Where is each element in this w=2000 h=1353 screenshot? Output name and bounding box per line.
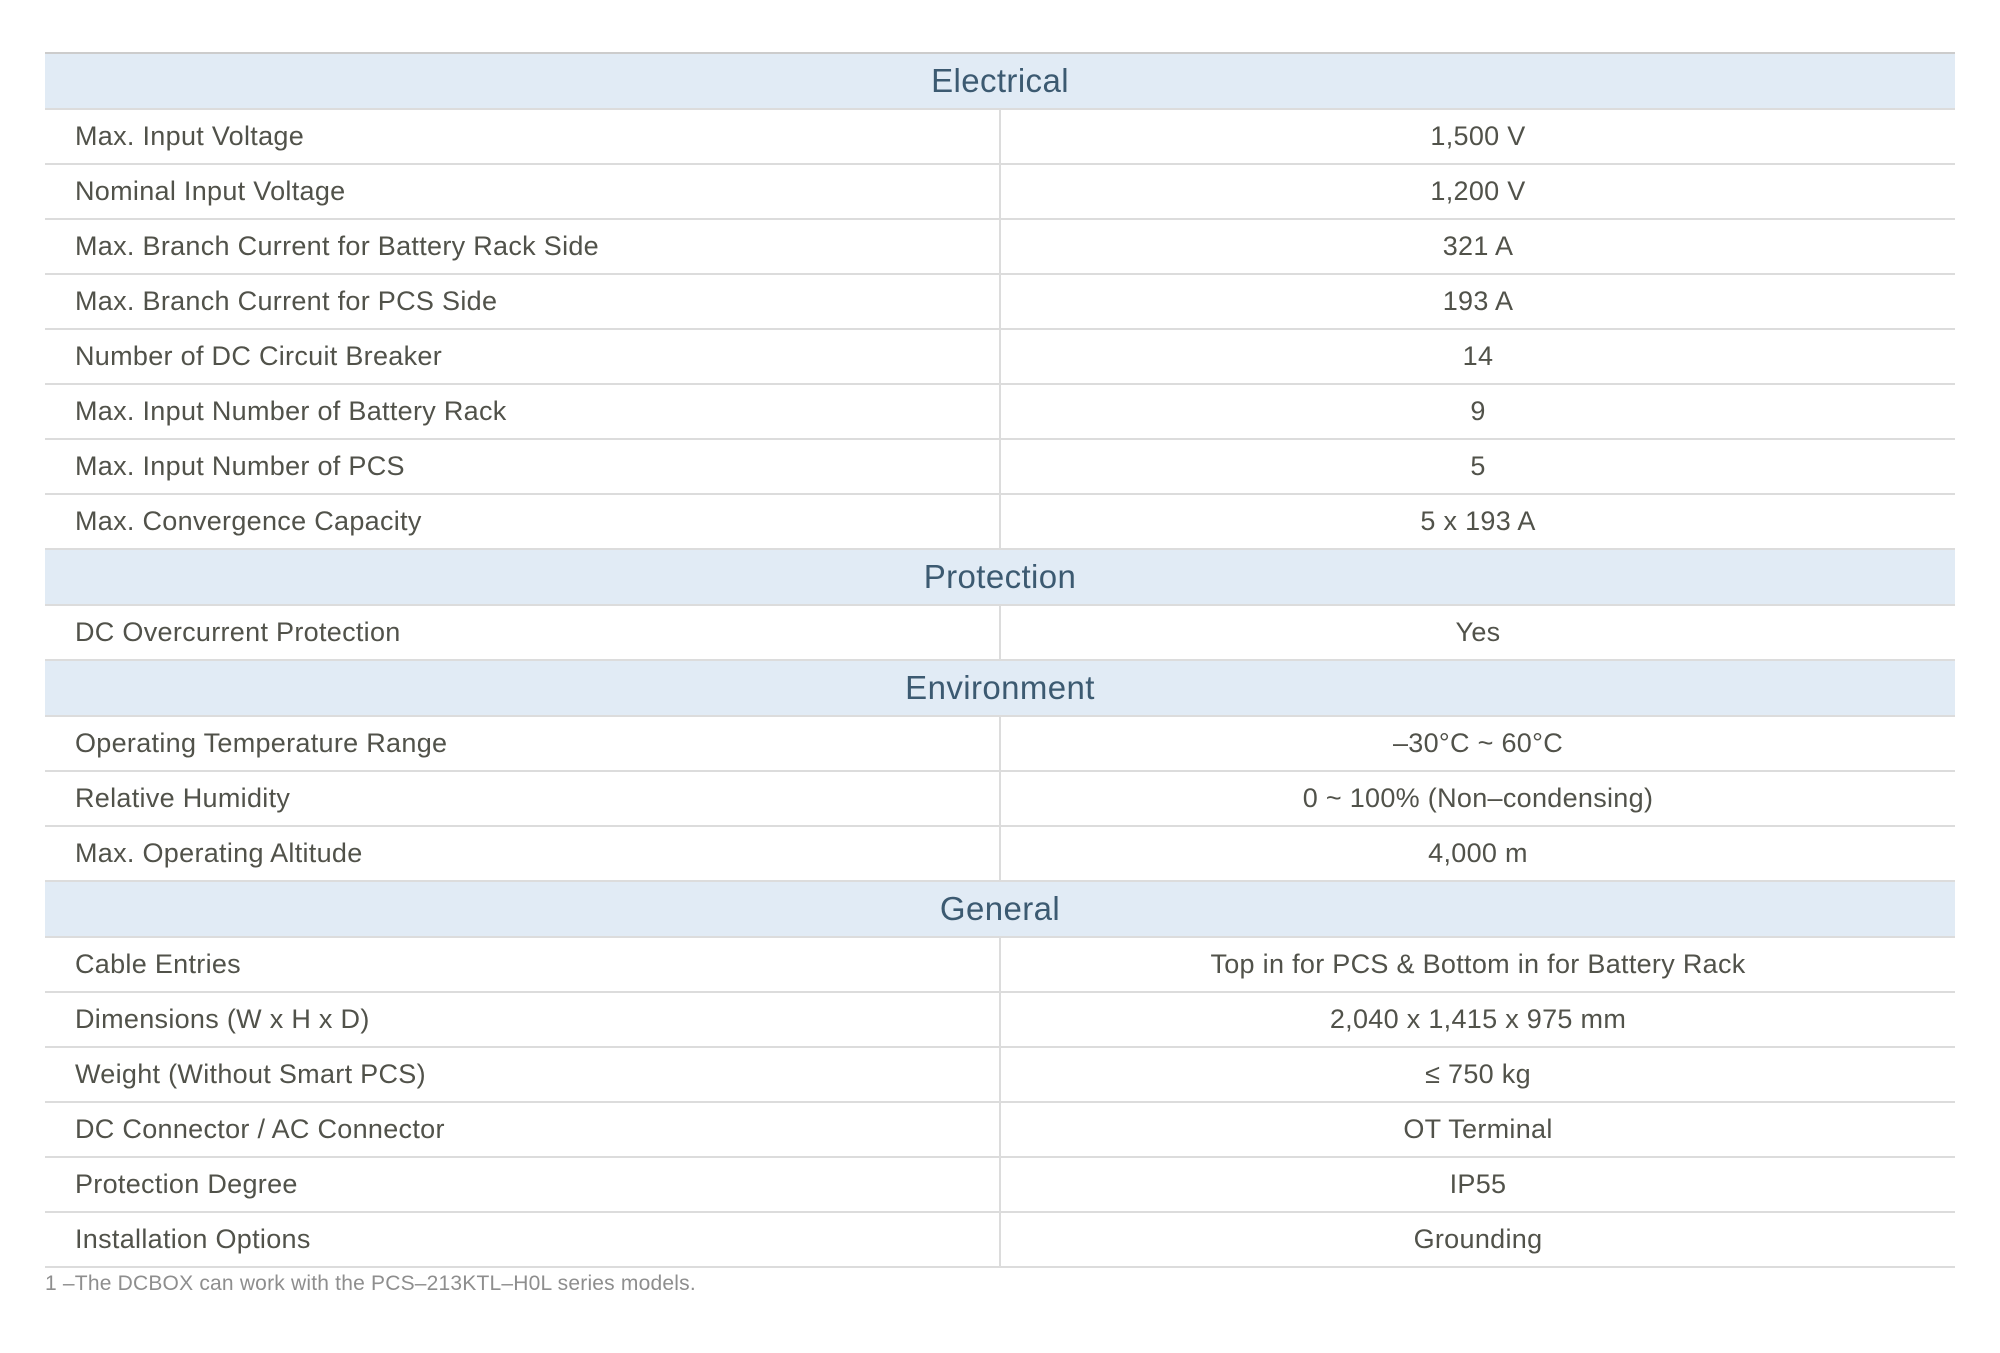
spec-value: Yes	[1000, 605, 1955, 660]
spec-label: Dimensions (W x H x D)	[45, 992, 1000, 1047]
spec-label: Max. Input Voltage	[45, 109, 1000, 164]
table-row	[45, 826, 1955, 881]
spec-value: ≤ 750 kg	[1000, 1047, 1955, 1102]
spec-value: 14	[1000, 329, 1955, 384]
spec-value: 4,000 m	[1000, 826, 1955, 881]
footnote: 1 –The DCBOX can work with the PCS–213KTL–H0L series models.	[45, 1272, 696, 1295]
spec-value: 1,500 V	[1000, 109, 1955, 164]
table-row	[45, 164, 1955, 219]
spec-label: Cable Entries	[45, 937, 1000, 992]
table-row	[45, 771, 1955, 826]
table-row	[45, 219, 1955, 274]
table-row	[45, 329, 1955, 384]
section-header-protection: Protection	[45, 549, 1955, 605]
spec-label: Relative Humidity	[45, 771, 1000, 826]
spec-value: 5	[1000, 439, 1955, 494]
spec-label: Max. Input Number of PCS	[45, 439, 1000, 494]
table-row	[45, 605, 1955, 660]
spec-label: Max. Branch Current for PCS Side	[45, 274, 1000, 329]
spec-value: OT Terminal	[1000, 1102, 1955, 1157]
spec-label: Max. Operating Altitude	[45, 826, 1000, 881]
table-row	[45, 439, 1955, 494]
spec-label: Nominal Input Voltage	[45, 164, 1000, 219]
spec-label: Max. Branch Current for Battery Rack Side	[45, 219, 1000, 274]
spec-table	[45, 52, 1955, 1268]
table-row	[45, 109, 1955, 164]
spec-value: 1,200 V	[1000, 164, 1955, 219]
spec-label: Operating Temperature Range	[45, 716, 1000, 771]
spec-label: Installation Options	[45, 1212, 1000, 1267]
section-row-environment	[45, 660, 1955, 716]
spec-value: 193 A	[1000, 274, 1955, 329]
table-row	[45, 1157, 1955, 1212]
spec-value: 0 ~ 100% (Non–condensing)	[1000, 771, 1955, 826]
table-row	[45, 1047, 1955, 1102]
table-row	[45, 992, 1955, 1047]
spec-label: Max. Convergence Capacity	[45, 494, 1000, 549]
spec-value: –30°C ~ 60°C	[1000, 716, 1955, 771]
spec-value: 9	[1000, 384, 1955, 439]
section-header-electrical: Electrical	[45, 53, 1955, 109]
spec-value: 2,040 x 1,415 x 975 mm	[1000, 992, 1955, 1047]
table-row	[45, 274, 1955, 329]
section-header-general: General	[45, 881, 1955, 937]
spec-label: DC Overcurrent Protection	[45, 605, 1000, 660]
spec-label: Weight (Without Smart PCS)	[45, 1047, 1000, 1102]
section-row-protection	[45, 549, 1955, 605]
section-row-electrical	[45, 53, 1955, 109]
table-row	[45, 716, 1955, 771]
table-row	[45, 384, 1955, 439]
spec-label: Max. Input Number of Battery Rack	[45, 384, 1000, 439]
spec-label: DC Connector / AC Connector	[45, 1102, 1000, 1157]
spec-value: 5 x 193 A	[1000, 494, 1955, 549]
section-row-general	[45, 881, 1955, 937]
spec-label: Protection Degree	[45, 1157, 1000, 1212]
section-header-environment: Environment	[45, 660, 1955, 716]
spec-label: Number of DC Circuit Breaker	[45, 329, 1000, 384]
table-row	[45, 494, 1955, 549]
spec-value: Grounding	[1000, 1212, 1955, 1267]
spec-value: 321 A	[1000, 219, 1955, 274]
table-row	[45, 937, 1955, 992]
spec-value: Top in for PCS & Bottom in for Battery Rack	[1000, 937, 1955, 992]
spec-value: IP55	[1000, 1157, 1955, 1212]
table-row	[45, 1212, 1955, 1267]
table-row	[45, 1102, 1955, 1157]
